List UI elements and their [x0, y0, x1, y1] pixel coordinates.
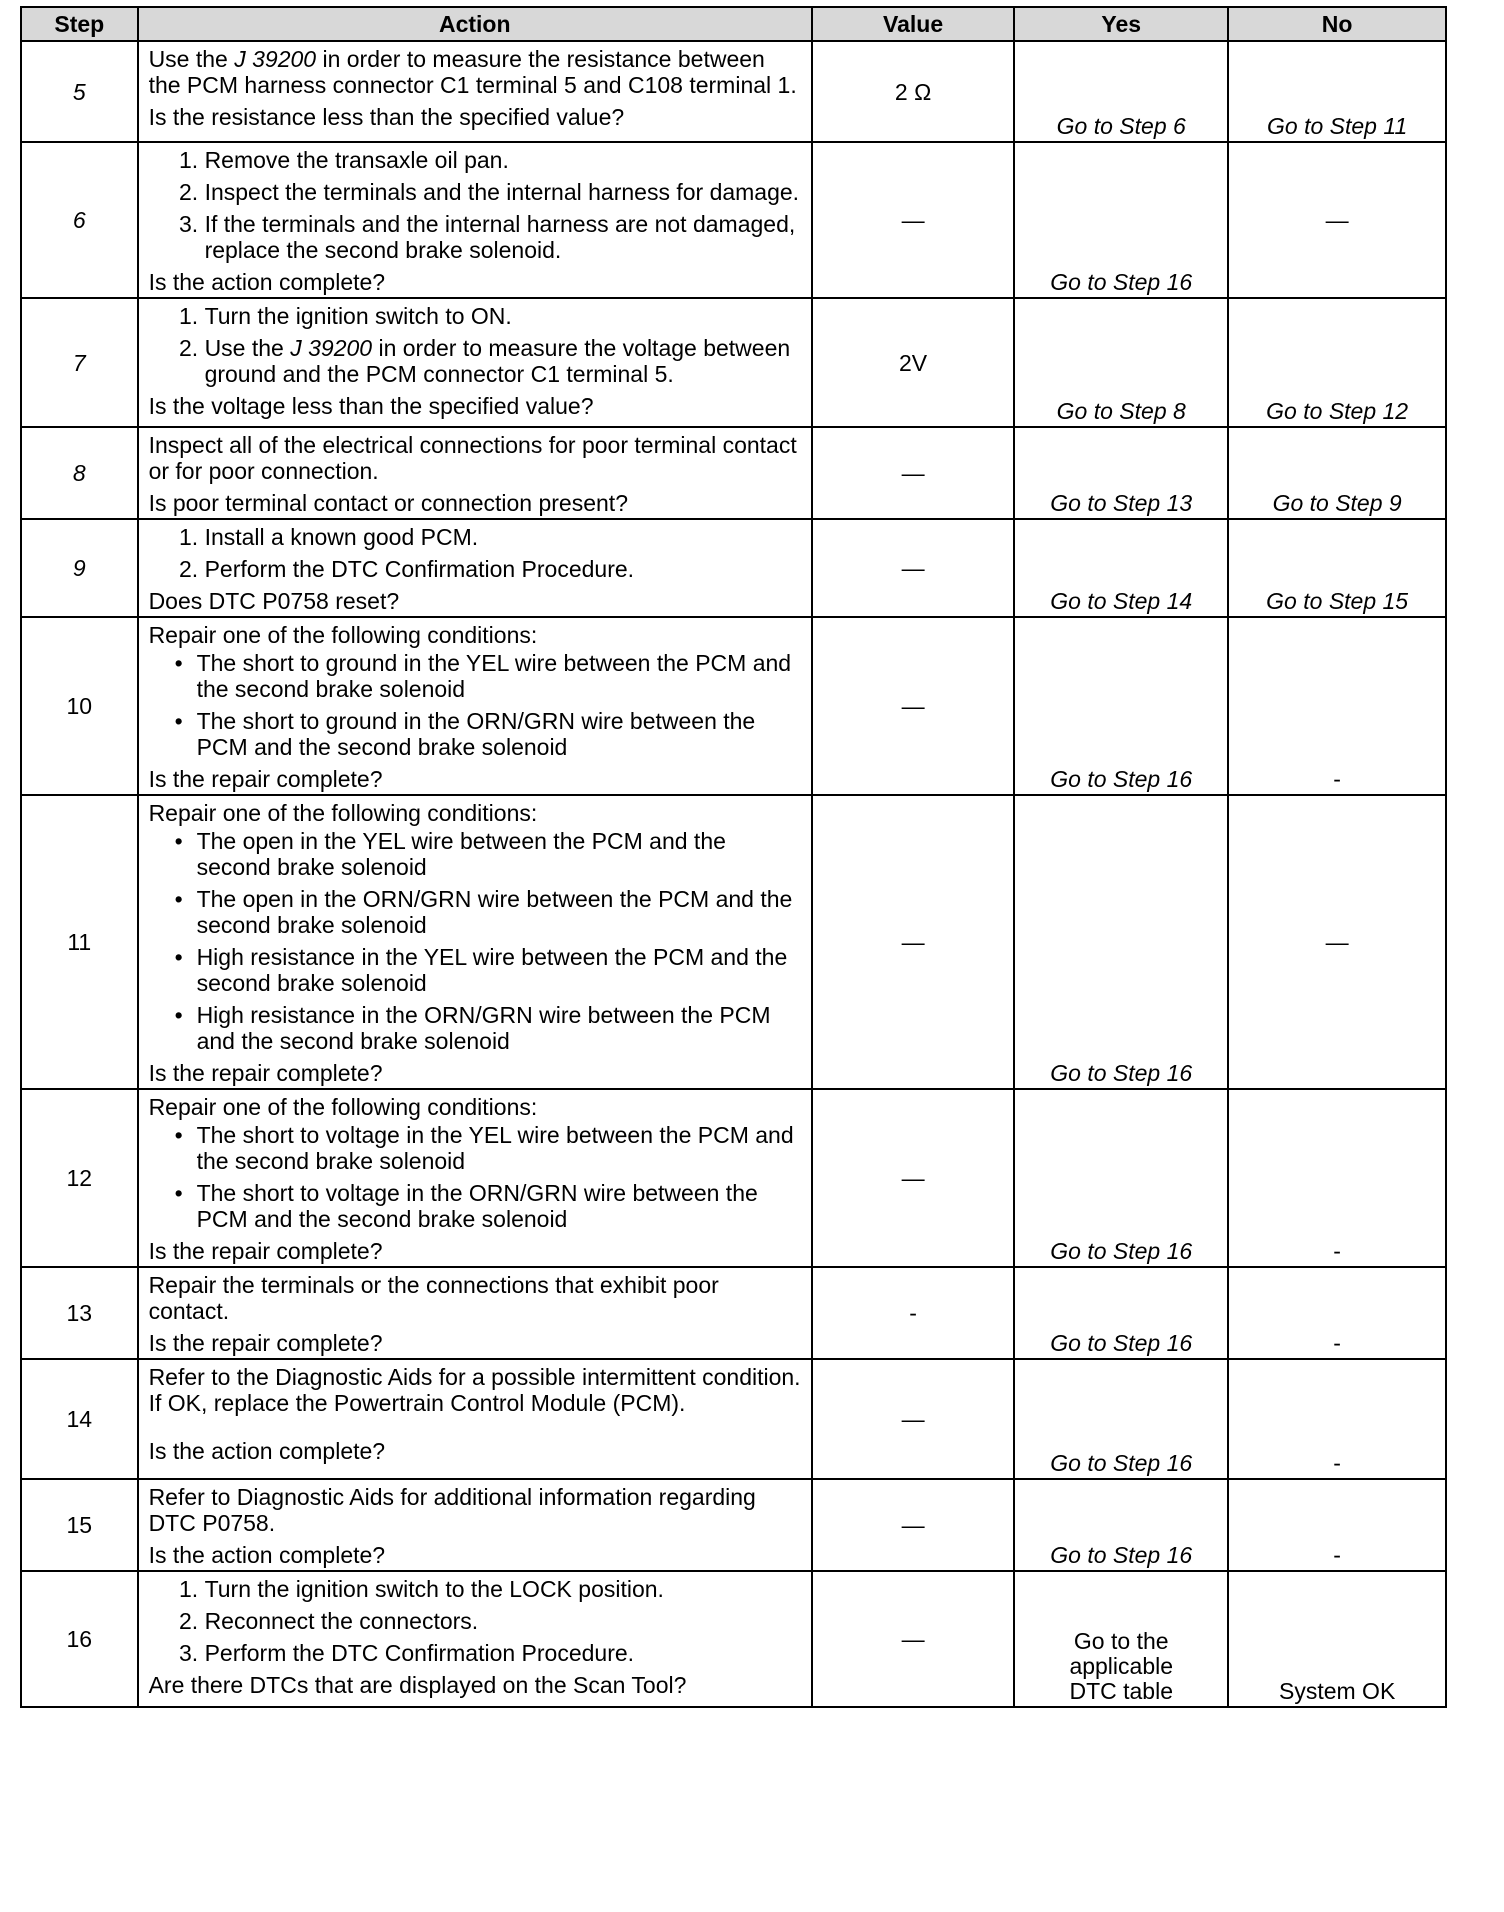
no-result: —: [1325, 929, 1349, 955]
yes-cell: [1014, 1479, 1228, 1571]
value-cell: [812, 795, 1014, 1089]
yes-result: Go to Step 16: [1050, 1542, 1193, 1568]
step-number: 8: [21, 427, 138, 519]
value-cell: [812, 1571, 1014, 1707]
step-number: 12: [21, 1089, 138, 1267]
action-instruction: Repair one of the following conditions:: [148, 1094, 538, 1120]
action-question: Is the action complete?: [148, 269, 386, 295]
action-question: Is the resistance less than the specified value?: [148, 104, 625, 130]
step-number: 10: [21, 617, 138, 795]
table-row: [21, 1089, 1446, 1267]
action-cell: [138, 142, 812, 298]
spec-value: —: [901, 1165, 925, 1191]
action-cell: [138, 427, 812, 519]
yes-cell: [1014, 41, 1228, 142]
action-question: Is the action complete?: [148, 1542, 386, 1568]
action-question: Is the repair complete?: [148, 1060, 383, 1086]
spec-value: —: [901, 929, 925, 955]
list-item: 1. Remove the transaxle oil pan.: [205, 147, 803, 173]
action-question: Is the repair complete?: [148, 1238, 383, 1264]
action-instruction: Repair one of the following conditions:: [148, 622, 538, 648]
no-result: Go to Step 11: [1267, 113, 1408, 139]
yes-result: Go to Step 16: [1050, 1060, 1193, 1086]
list-item: • The short to voltage in the ORN/GRN wire between the PCM and the second brake solenoid: [197, 1180, 803, 1232]
header-yes: Yes: [1014, 7, 1228, 41]
no-result: -: [1333, 766, 1341, 792]
spec-value: -: [909, 1300, 917, 1326]
no-cell: [1228, 1571, 1446, 1707]
bullet-list: [149, 1122, 803, 1232]
action-cell: [138, 41, 812, 142]
yes-cell: [1014, 1359, 1228, 1479]
no-result: -: [1333, 1330, 1341, 1356]
no-cell: [1228, 1479, 1446, 1571]
list-item: 2. Inspect the terminals and the internal harness for damage.: [205, 179, 803, 205]
action-instruction: Use the J 39200 in order to measure the resistance between the PCM harness connector C1 terminal 5 and C108 terminal 1.: [148, 46, 797, 98]
action-question: Is poor terminal contact or connection present?: [148, 490, 628, 516]
list-item: • The short to voltage in the YEL wire between the PCM and the second brake solenoid: [197, 1122, 803, 1174]
spec-value: —: [901, 1406, 925, 1432]
table-row: [21, 617, 1446, 795]
table-row: [21, 1359, 1446, 1479]
action-cell: [138, 795, 812, 1089]
yes-cell: [1014, 1267, 1228, 1359]
header-step: Step: [21, 7, 138, 41]
table-row: [21, 519, 1446, 617]
action-cell: [138, 519, 812, 617]
tool-name: J 39200: [234, 46, 317, 72]
step-number: 11: [21, 795, 138, 1089]
list-item: 2. Reconnect the connectors.: [205, 1608, 803, 1634]
spec-value: 2V: [899, 349, 928, 376]
table-header-row: [21, 7, 1446, 41]
yes-cell: [1014, 795, 1228, 1089]
list-item: 3. If the terminals and the internal harness are not damaged, replace the second brake solenoid.: [205, 211, 803, 263]
table-row: [21, 1571, 1446, 1707]
action-instruction: Refer to Diagnostic Aids for additional information regarding DTC P0758.: [148, 1484, 756, 1536]
no-cell: [1228, 1089, 1446, 1267]
table-row: [21, 427, 1446, 519]
list-item: • The short to ground in the ORN/GRN wire between the PCM and the second brake solenoid: [197, 708, 803, 760]
numbered-list: [149, 303, 803, 387]
no-result: Go to Step 12: [1266, 398, 1409, 424]
no-cell: [1228, 519, 1446, 617]
value-cell: [812, 1479, 1014, 1571]
action-instruction: Inspect all of the electrical connections for poor terminal contact or for poor connection.: [148, 432, 797, 484]
yes-result-line: applicable: [1069, 1653, 1174, 1679]
no-result: System OK: [1278, 1678, 1396, 1704]
bullet-list: [149, 650, 803, 760]
no-cell: [1228, 298, 1446, 427]
list-item: 2. Use the J 39200 in order to measure the voltage between ground and the PCM connector C1 terminal 5.: [205, 335, 803, 387]
value-cell: [812, 298, 1014, 427]
value-cell: [812, 617, 1014, 795]
yes-result: Go to Step 16: [1050, 1450, 1193, 1476]
header-no: No: [1228, 7, 1446, 41]
spec-value: —: [901, 207, 925, 233]
diagnostic-table: [20, 6, 1447, 1708]
tool-name: J 39200: [290, 335, 373, 361]
yes-cell: [1014, 519, 1228, 617]
no-cell: [1228, 1359, 1446, 1479]
action-question: Is the action complete?: [148, 1438, 386, 1464]
action-question: Does DTC P0758 reset?: [148, 588, 400, 614]
no-cell: [1228, 41, 1446, 142]
no-cell: [1228, 142, 1446, 298]
yes-result: Go to Step 8: [1056, 398, 1186, 424]
value-cell: [812, 1359, 1014, 1479]
yes-result: Go to Step 16: [1050, 1238, 1193, 1264]
list-item: • High resistance in the YEL wire between the PCM and the second brake solenoid: [197, 944, 803, 996]
step-number: 15: [21, 1479, 138, 1571]
list-item: • The open in the ORN/GRN wire between the PCM and the second brake solenoid: [197, 886, 803, 938]
step-number: 14: [21, 1359, 138, 1479]
bullet-list: [149, 828, 803, 1054]
yes-result-line: Go to the: [1073, 1628, 1169, 1654]
spec-value: —: [901, 693, 925, 719]
no-result: -: [1333, 1450, 1341, 1476]
action-question: Is the repair complete?: [148, 766, 383, 792]
yes-cell: [1014, 1089, 1228, 1267]
table-row: [21, 142, 1446, 298]
list-item: • The open in the YEL wire between the PCM and the second brake solenoid: [197, 828, 803, 880]
spec-value: —: [901, 1626, 925, 1652]
spec-value: 2 Ω: [894, 78, 932, 105]
list-item: • The short to ground in the YEL wire between the PCM and the second brake solenoid: [197, 650, 803, 702]
list-item: 2. Perform the DTC Confirmation Procedure.: [205, 556, 803, 582]
diagnostic-page: [20, 6, 1447, 1708]
value-cell: [812, 1089, 1014, 1267]
step-number: 5: [21, 41, 138, 142]
spec-value: —: [901, 460, 925, 486]
value-cell: [812, 41, 1014, 142]
spec-value: —: [901, 555, 925, 581]
no-result: Go to Step 15: [1266, 588, 1409, 614]
spec-value: —: [901, 1512, 925, 1538]
action-question: Is the voltage less than the specified value?: [148, 393, 594, 419]
table-row: [21, 1479, 1446, 1571]
yes-result: Go to Step 14: [1050, 588, 1193, 614]
yes-result: Go to Step 16: [1050, 766, 1193, 792]
no-cell: [1228, 1267, 1446, 1359]
table-row: [21, 795, 1446, 1089]
value-cell: [812, 1267, 1014, 1359]
no-result: —: [1325, 207, 1349, 233]
value-cell: [812, 142, 1014, 298]
yes-cell: [1014, 427, 1228, 519]
step-number: 6: [21, 142, 138, 298]
no-result: -: [1333, 1238, 1341, 1264]
yes-cell: [1014, 1571, 1228, 1707]
action-cell: [138, 1571, 812, 1707]
action-cell: [138, 298, 812, 427]
list-item: 1. Turn the ignition switch to ON.: [205, 303, 803, 329]
no-cell: [1228, 795, 1446, 1089]
action-cell: [138, 1359, 812, 1479]
numbered-list: [149, 147, 803, 263]
list-item: 1. Install a known good PCM.: [205, 524, 803, 550]
no-cell: [1228, 617, 1446, 795]
yes-result: Go to Step 16: [1050, 1330, 1193, 1356]
no-result: Go to Step 9: [1272, 490, 1402, 516]
yes-cell: [1014, 617, 1228, 795]
action-question: Is the repair complete?: [148, 1330, 383, 1356]
no-cell: [1228, 427, 1446, 519]
step-number: 16: [21, 1571, 138, 1707]
yes-result: Go to Step 13: [1050, 490, 1193, 516]
table-row: [21, 298, 1446, 427]
yes-cell: [1014, 142, 1228, 298]
action-cell: [138, 1479, 812, 1571]
list-item: • High resistance in the ORN/GRN wire between the PCM and the second brake solenoid: [197, 1002, 803, 1054]
action-question: Are there DTCs that are displayed on the Scan Tool?: [148, 1672, 687, 1698]
action-cell: [138, 617, 812, 795]
no-result: -: [1333, 1542, 1341, 1568]
table-row: [21, 1267, 1446, 1359]
numbered-list: [149, 524, 803, 582]
numbered-list: [149, 1576, 803, 1666]
step-number: 13: [21, 1267, 138, 1359]
header-value: Value: [812, 7, 1014, 41]
table-row: [21, 41, 1446, 142]
value-cell: [812, 519, 1014, 617]
action-instruction: Refer to the Diagnostic Aids for a possible intermittent condition. If OK, replace the Powertrain Control Module (PCM).: [148, 1364, 801, 1416]
step-number: 7: [21, 298, 138, 427]
step-number: 9: [21, 519, 138, 617]
value-cell: [812, 427, 1014, 519]
header-action: Action: [138, 7, 812, 41]
action-instruction: Repair the terminals or the connections that exhibit poor contact.: [148, 1272, 719, 1324]
yes-result-line: DTC table: [1069, 1678, 1173, 1704]
action-cell: [138, 1089, 812, 1267]
yes-result: Go to Step 16: [1050, 269, 1193, 295]
yes-result: Go to Step 6: [1056, 113, 1186, 139]
action-instruction: Repair one of the following conditions:: [148, 800, 538, 826]
action-cell: [138, 1267, 812, 1359]
yes-cell: [1014, 298, 1228, 427]
list-item: 1. Turn the ignition switch to the LOCK position.: [205, 1576, 803, 1602]
list-item: 3. Perform the DTC Confirmation Procedure.: [205, 1640, 803, 1666]
yes-result: [1015, 1629, 1227, 1704]
